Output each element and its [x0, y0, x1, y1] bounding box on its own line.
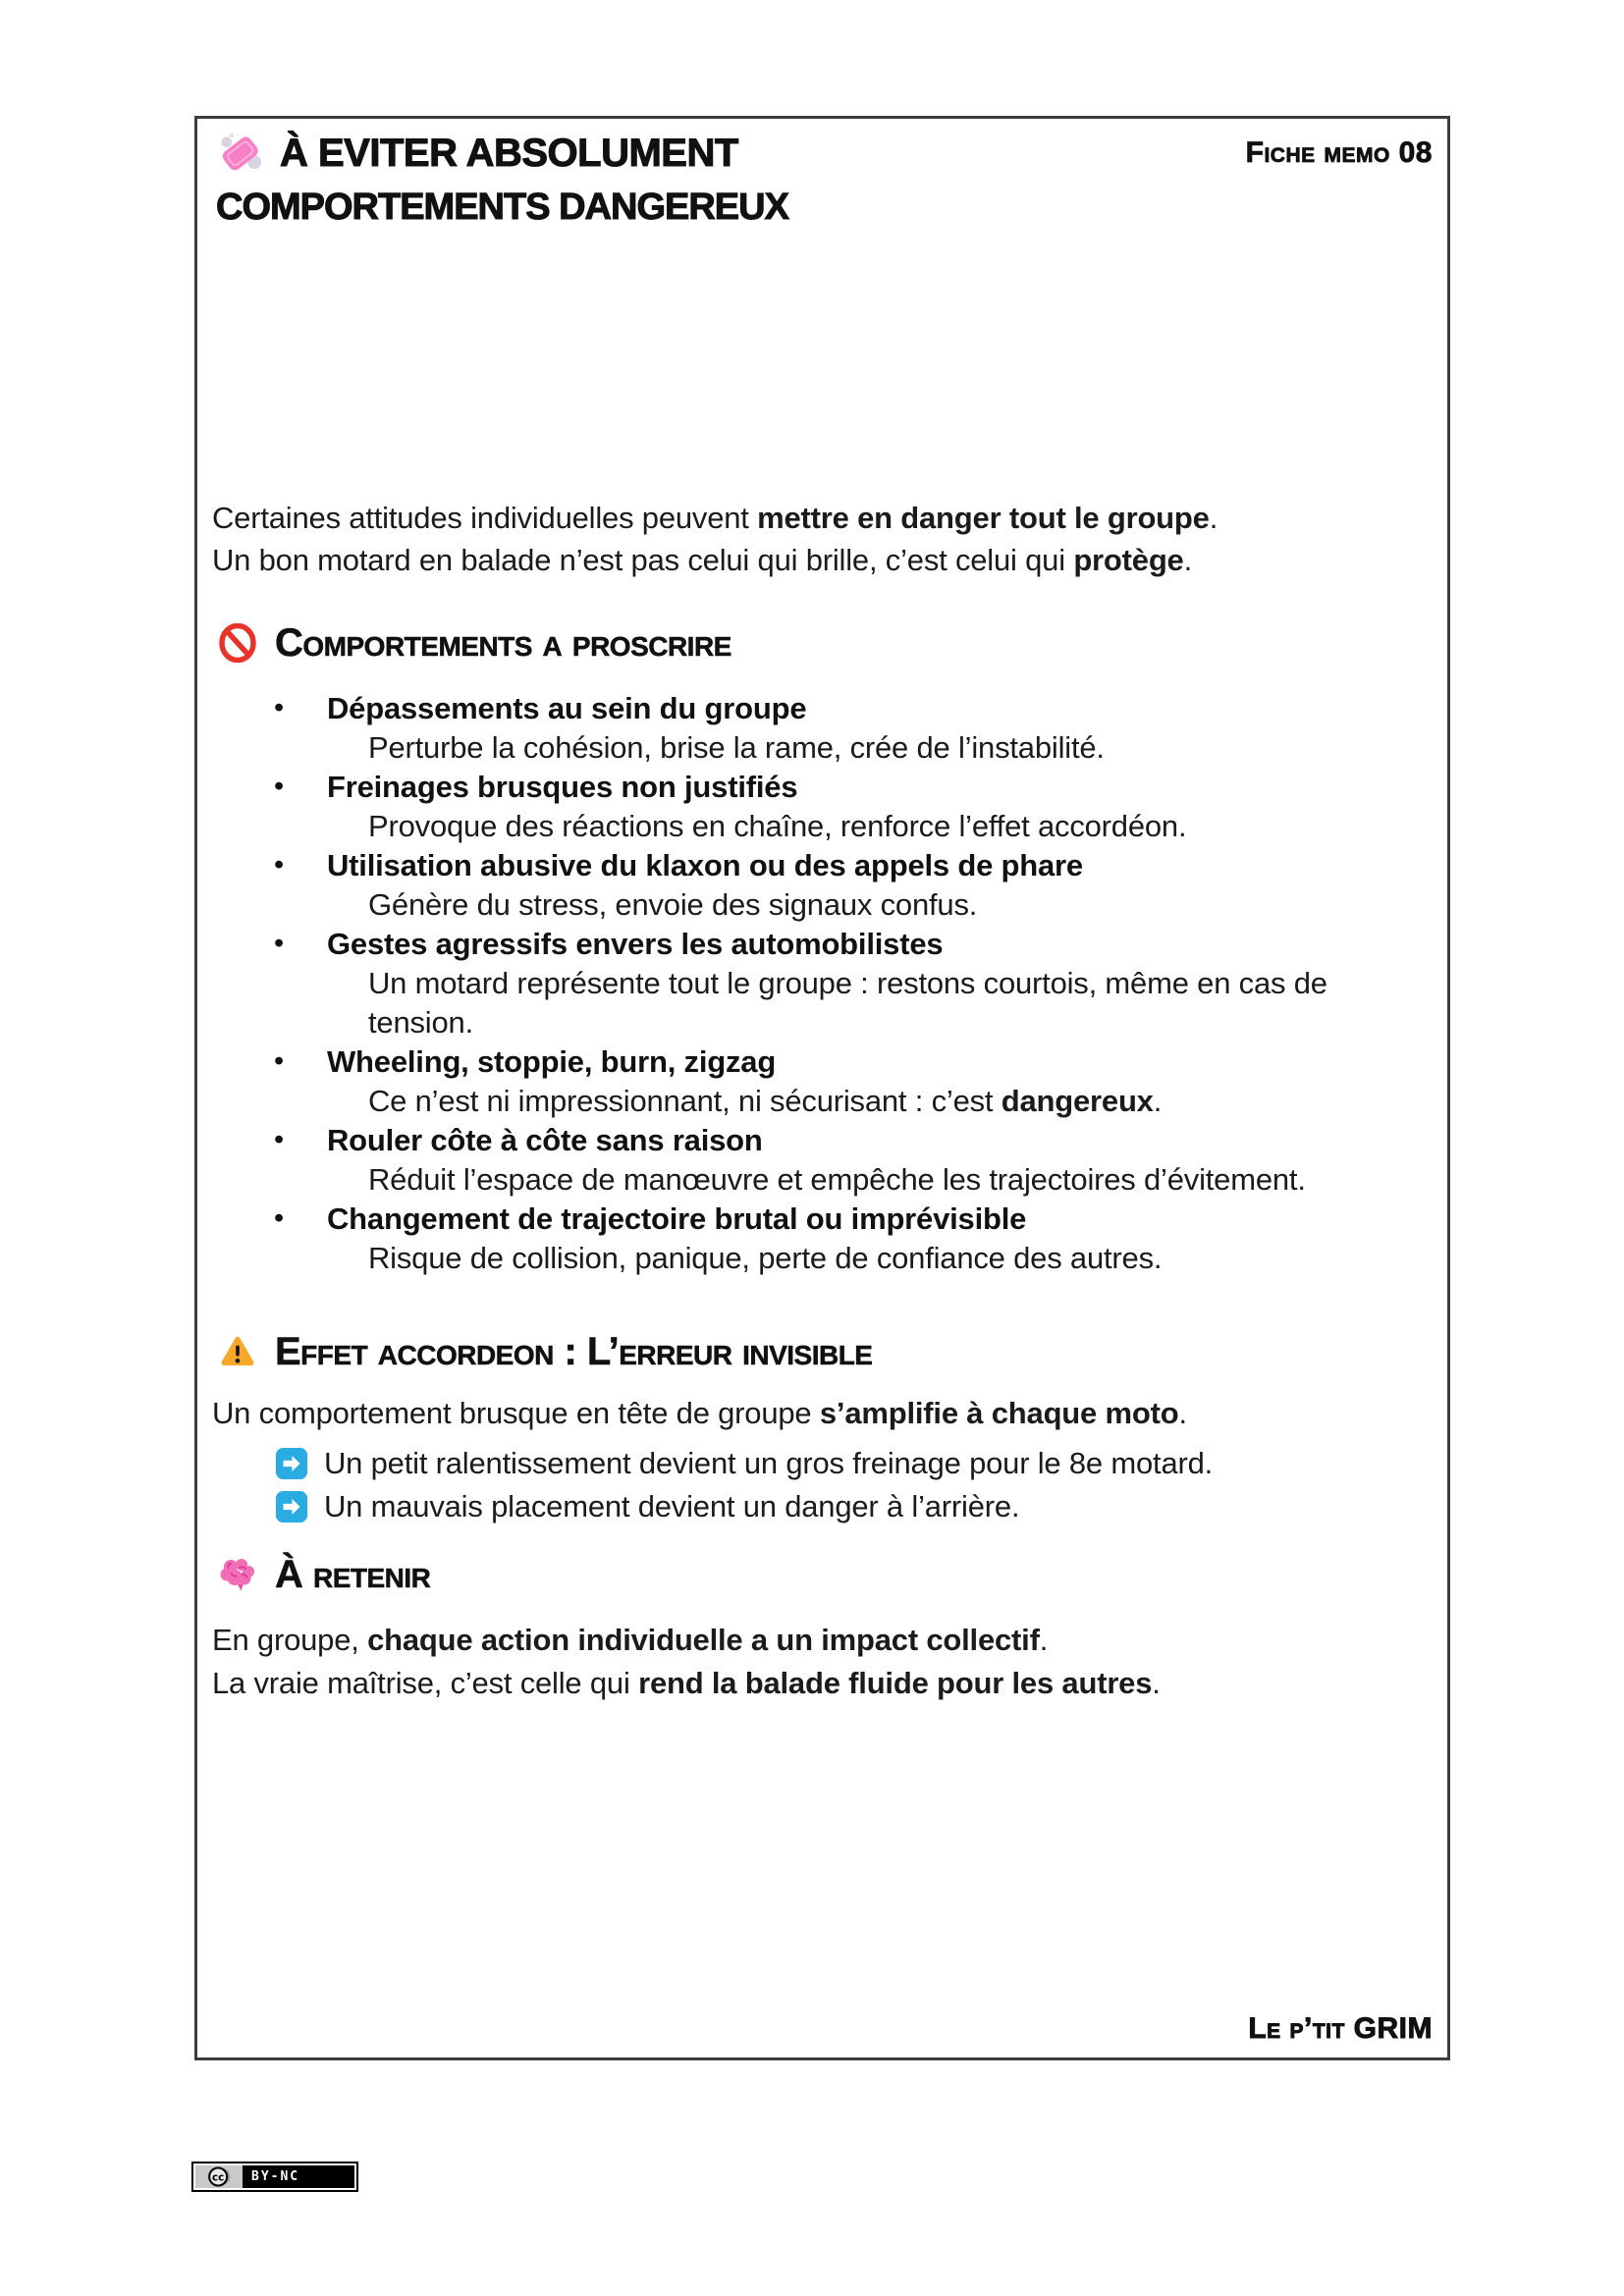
item-title: • Freinages brusques non justifiés — [327, 770, 798, 804]
section-title: Comportements a proscrire — [275, 621, 731, 665]
list-item — [212, 768, 1433, 846]
list-item — [212, 846, 1433, 925]
title-line — [218, 131, 738, 177]
arrow-right-icon — [275, 1490, 308, 1523]
item-description: Un motard représente tout le groupe : restons courtois, même en cas de tension. — [368, 966, 1327, 1040]
item-description: Ce n’est ni impressionnant, ni sécurisant : c’est dangereux. — [368, 1084, 1163, 1118]
list-item — [212, 689, 1433, 768]
arrow-right-icon — [275, 1447, 308, 1480]
accordeon-consequences — [212, 1442, 1433, 1528]
cc-logo-icon — [195, 2165, 243, 2188]
item-description: Réduit l’espace de manœuvre et empêche les trajectoires d’évitement. — [368, 1162, 1306, 1197]
cc-logo-text: cc — [211, 2171, 224, 2184]
section-heading-proscrire — [218, 620, 1433, 666]
item-title: • Wheeling, stoppie, burn, zigzag — [327, 1044, 777, 1079]
retenir-line-2: La vraie maîtrise, c’est celle qui rend la balade fluide pour les autres. — [212, 1666, 1161, 1700]
no-entry-icon — [218, 623, 257, 663]
page-subtitle: COMPORTEMENTS DANGEREUX — [216, 187, 788, 228]
cc-license-badge — [191, 2162, 358, 2192]
cc-license-label: BY-NC — [243, 2165, 354, 2188]
list-item — [212, 925, 1433, 1042]
section-title: Effet accordeon : L’erreur invisible — [275, 1330, 873, 1373]
section-heading-accordeon — [218, 1329, 1433, 1374]
accordeon-lead: Un comportement brusque en tête de groupe s’amplifie à chaque moto. — [212, 1396, 1187, 1430]
item-title: • Utilisation abusive du klaxon ou des appels de phare — [327, 848, 1083, 882]
item-description: Perturbe la cohésion, brise la rame, crée de l’instabilité. — [368, 730, 1105, 765]
intro-line-2: Un bon motard en balade n’est pas celui qui brille, c’est celui qui protège. — [212, 543, 1193, 577]
item-title: • Dépassements au sein du groupe — [327, 691, 807, 725]
proscrire-list — [212, 689, 1433, 1278]
section-title: À retenir — [275, 1553, 431, 1596]
consequence-text: Un mauvais placement devient un danger à l’arrière. — [324, 1489, 1020, 1523]
list-item — [212, 1200, 1433, 1278]
retenir-line-1: En groupe, chaque action individuelle a un impact collectif. — [212, 1623, 1049, 1657]
intro-line-1: Certaines attitudes individuelles peuvent mettre en danger tout le groupe. — [212, 501, 1218, 535]
brand-signature: Le p’tit GRIM — [1248, 2012, 1433, 2045]
list-item — [212, 1042, 1433, 1121]
memo-card — [194, 116, 1450, 2060]
list-item — [212, 1121, 1433, 1200]
page-title: À EVITER ABSOLUMENT — [280, 132, 738, 175]
soap-icon — [218, 131, 264, 177]
consequence-row — [275, 1442, 1433, 1485]
header — [212, 131, 1433, 177]
item-description: Risque de collision, panique, perte de confiance des autres. — [368, 1241, 1163, 1275]
warning-icon — [218, 1332, 257, 1371]
item-description: Provoque des réactions en chaîne, renforce l’effet accordéon. — [368, 809, 1187, 843]
item-title: • Changement de trajectoire brutal ou imprévisible — [327, 1201, 1027, 1236]
consequence-row — [275, 1485, 1433, 1528]
item-title: • Rouler côte à côte sans raison — [327, 1123, 763, 1157]
brain-icon — [218, 1555, 257, 1594]
blank-area — [212, 230, 1433, 497]
item-title: • Gestes agressifs envers les automobilistes — [327, 927, 944, 961]
consequence-text: Un petit ralentissement devient un gros freinage pour le 8e motard. — [324, 1446, 1214, 1480]
item-description: Génère du stress, envoie des signaux confus. — [368, 887, 978, 922]
section-heading-retenir — [218, 1552, 1433, 1597]
fiche-number-label: Fiche memo 08 — [1245, 136, 1433, 169]
